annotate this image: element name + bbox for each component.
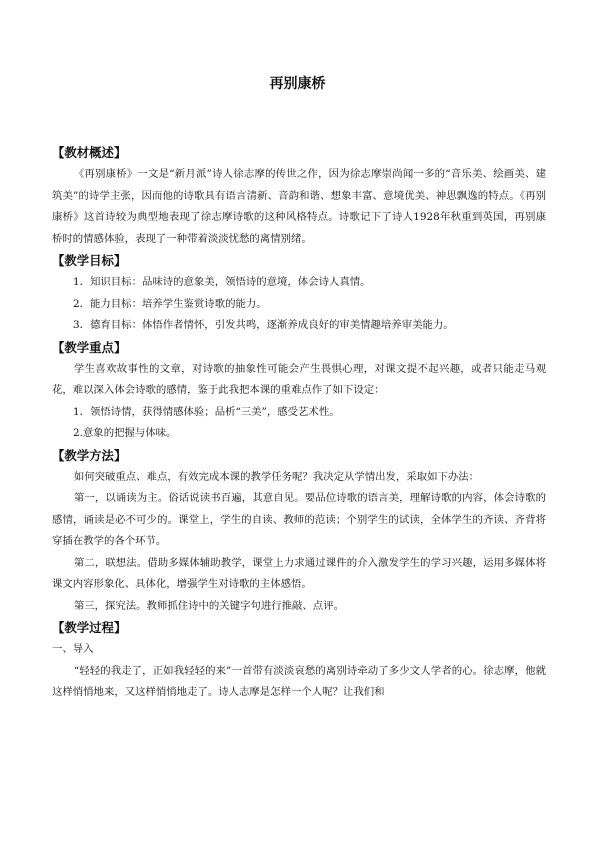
section-teaching-focus bbox=[52, 337, 546, 445]
subsection-heading: 一、导入 bbox=[52, 643, 94, 655]
list-item: 3．德育目标：体悟作者情怀，引发共鸣，逐渐养成良好的审美情趣培养审美能力。 bbox=[73, 319, 454, 331]
paragraph: 第二，联想法。借助多媒体辅助教学，课堂上力求通过课件的介入激发学生的学习兴趣，运用多媒体将课文内容形象化、具体化，增强学生对诗歌的主体感悟。 bbox=[52, 556, 546, 590]
section-heading: 【教学重点】 bbox=[52, 339, 127, 355]
section-textbook-overview bbox=[52, 142, 546, 250]
section-teaching-goals bbox=[52, 250, 546, 337]
section-heading: 【教学方法】 bbox=[52, 447, 127, 463]
list-item: 2．能力目标：培养学生鉴赏诗歌的能力。 bbox=[73, 297, 267, 310]
section-heading: 【教学目标】 bbox=[52, 253, 127, 268]
list-item: 1．领悟诗情，获得情感体验；品析“三美”，感受艺术性。 bbox=[73, 405, 340, 418]
paragraph: 学生喜欢故事性的文章，对诗歌的抽象性可能会产生畏惧心理，对课文提不起兴趣，或者只能走马观花，难以深入体会诗歌的感情，鉴于此我把本课的重难点作了如下设定： bbox=[52, 362, 546, 396]
section-heading: 【教学过程】 bbox=[52, 620, 127, 635]
paragraph: 第一，以诵读为主。俗话说读书百遍，其意自见。要品位诗歌的语言美，理解诗歌的内容，体会诗歌的感情，诵读是必不可少的。课堂上，学生的自读、教师的范读；个别学生的试读，全体学生的齐读、齐背将穿插在教学的各个环节。 bbox=[52, 492, 546, 547]
paragraph: 第三，探究法。教师抓住诗中的关键字句进行推敲、点评。 bbox=[73, 599, 344, 612]
document-body bbox=[52, 142, 546, 704]
list-item: 2.意象的把握与体味。 bbox=[73, 427, 177, 439]
section-teaching-methods bbox=[52, 445, 546, 618]
paragraph: 如何突破重点、难点，有效完成本课的教学任务呢？我决定从学情出发，采取如下办法： bbox=[73, 470, 480, 483]
section-teaching-process bbox=[52, 617, 546, 704]
list-item: 1．知识目标：品味诗的意象美，领悟诗的意境，体会诗人真情。 bbox=[73, 276, 371, 288]
section-heading: 【教材概述】 bbox=[52, 145, 127, 160]
page-title: 再别康桥 bbox=[269, 76, 326, 92]
paragraph: 《再别康桥》一文是“新月派”诗人徐志摩的传世之作，因为徐志摩崇尚闻一多的“音乐美、绘画美、建筑美”的诗学主张，因而他的诗歌具有语言清新、音韵和谐、想象丰富、意境优美、神思飘逸的特点。《再别康桥》这首诗较为典型地表现了徐志摩诗歌的这种风格特点。诗歌记下了诗人1928年秋重到英国，再别康桥时的情感体验，表现了一种带着淡淡忧愁的离情别绪。 bbox=[52, 168, 546, 245]
paragraph: “轻轻的我走了，正如我轻轻的来”一首带有淡淡哀愁的离别诗牵动了多少文人学者的心。徐志摩，他就这样悄悄地来，又这样悄悄地走了。诗人志摩是怎样一个人呢？让我们和 bbox=[52, 664, 546, 698]
